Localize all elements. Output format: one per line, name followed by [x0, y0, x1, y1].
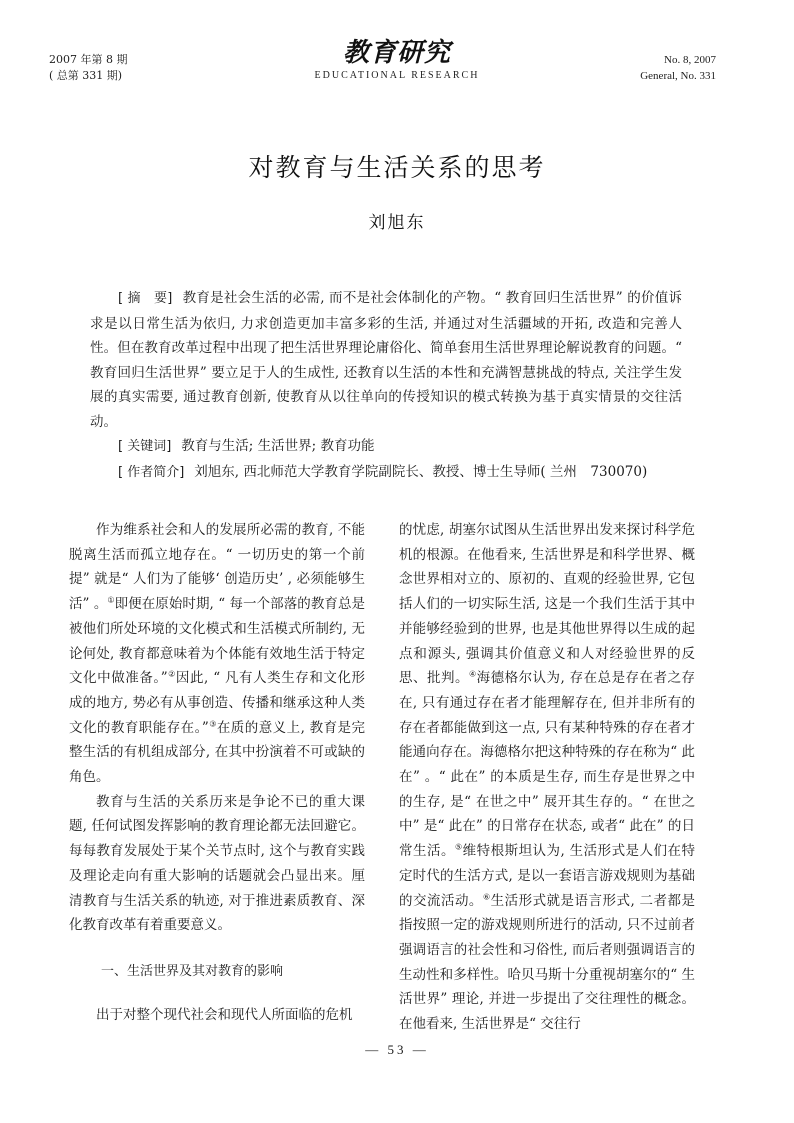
- paragraph: [399, 518, 695, 1037]
- text-run: 在质的意义上, 教育是完整生活的有机组成部分, 在其中扮演着不可或缺的角色。: [69, 719, 365, 786]
- keywords-text: 教育与生活; 生活世界; 教育功能: [181, 438, 375, 454]
- section-heading: 一、生活世界及其对教育的影响: [101, 963, 284, 979]
- author-bio: [90, 460, 682, 486]
- text-run: 因此, “ 凡有人类生存和文化形成的地方, 势必有从事创造、传播和继承这种人类文化的教育职能存在。”: [69, 670, 366, 736]
- text-run: 维特根斯坦认为, 生活形式是人们在特定时代的生活方式, 是以一套语言游戏规则为基础的交流活动。: [399, 843, 696, 909]
- paragraph: 教育与生活的关系历来是争论不已的重大课题, 任何试图发挥影响的教育理论都无法回避它。每每教育发展处于某个关节点时, 这个与教育实践及理论走向有重大影响的话题就会凸显出来。厘清教育与生活关系的轨迹, 对于推进素质教育、深化教育改革有着重要意义。: [69, 793, 365, 934]
- footnote-ref: ②: [167, 669, 176, 679]
- keywords: [90, 434, 682, 460]
- abstract-text: 教育是社会生活的必需, 而不是社会体制化的产物。“ 教育回归生活世界” 的价值诉求是以日常生活为依归, 力求创造更加丰富多彩的生活, 并通过对生活疆域的开拓, 改造和完善人性。但在教育改革过程中出现了把生活世界理论庸俗化、简单套用生活世界理论解说教育的问题。“ 教育回归生活世界” 要立足于人的生成性, 还教育以生活的本性和充满智慧挑战的特点, 关注学生发展的真实需要, 通过教育创新, 使教育从以往单向的传授知识的模式转换为基于真实情景的交往活动。: [90, 290, 682, 430]
- paragraph: 出于对整个现代社会和现代人所面临的危机: [96, 1006, 353, 1023]
- paragraph: [69, 518, 365, 790]
- issue-line-2: ( 总第 331 期): [49, 69, 123, 82]
- issue-line-1: 2007 年第 8 期: [49, 53, 128, 66]
- author-bio-label: [ 作者简介]: [118, 464, 185, 480]
- footnote-ref: ④: [468, 669, 477, 679]
- page-number: — 53 —: [365, 1042, 429, 1057]
- body-column-left: [69, 518, 365, 1027]
- issue-line-en-1: No. 8, 2007: [664, 54, 716, 66]
- text-run: 的忧虑, 胡塞尔试图从生活世界出发来探讨科学危机的根源。在他看来, 生活世界是和科学世界、概念世界相对立的、原初的、直观的经验世界, 它包括人们的一切实际生活, 这是一个我们生活于其中并能够经验到的世界, 也是其他世界得以生成的起点和源头, 强调其价值意义和人对经验世界的反思、批判。: [399, 522, 695, 687]
- footnote-ref: ①: [107, 595, 115, 605]
- abstract: [90, 286, 682, 434]
- article-title: 对教育与生活关系的思考: [248, 153, 546, 182]
- body-column-right: [399, 518, 695, 1037]
- abstract-label: [ 摘 要]: [118, 291, 173, 306]
- article-author: 刘旭东: [368, 213, 426, 233]
- journal-logo: 教育研究: [342, 38, 451, 68]
- issue-line-en-2: General, No. 331: [640, 70, 716, 82]
- footnote-ref: ⑥: [482, 892, 491, 902]
- issue-info-english: [640, 52, 716, 84]
- text-run: 海德格尔认为, 存在总是存在者之存在, 只有通过存在者才能理解存在, 但并非所有的存在者都能做到这一点, 只有某种特殊的存在者才能通向存在。海德格尔把这种特殊的存在称为“ 此在” 。“ 此在” 的本质是生存, 而生存是世界之中的生存, 是“ 在世之中” 展开其生存的。“ 在世之中” 是“ 此在” 的日常存在状态, 或者“ 此在” 的日常生活。: [399, 670, 696, 860]
- author-bio-text: 刘旭东, 西北师范大学教育学院副院长、教授、博士生导师( 兰州 730070): [194, 463, 648, 480]
- journal-name-english: EDUCATIONAL RESEARCH: [314, 70, 480, 81]
- article-metadata: [90, 286, 682, 485]
- text-run: 即便在原始时期, “ 每一个部落的教育总是被他们所处环境的文化模式和生活模式所制约, 无论何处, 教育都意味着为个体能有效地生活于特定文化中做准备。”: [69, 596, 365, 687]
- text-run: 作为维系社会和人的发展所必需的教育, 不能脱离生活而孤立地存在。“ 一切历史的第一个前提” 就是“ 人们为了能够‘ 创造历史’ , 必须能够生活” 。: [69, 522, 365, 613]
- footnote-ref: ⑤: [454, 842, 463, 852]
- keywords-label: [ 关键词]: [118, 439, 172, 454]
- text-run: 生活形式就是语言形式, 二者都是指按照一定的游戏规则所进行的活动, 只不过前者强调语言的社会性和习俗性, 而后者则强调语言的生动性和多样性。哈贝马斯十分重视胡塞尔的“ 生活世界” 理论, 并进一步提出了交往理性的概念。在他看来, 生活世界是“ 交往行: [399, 892, 696, 1033]
- footnote-ref: ③: [208, 719, 217, 729]
